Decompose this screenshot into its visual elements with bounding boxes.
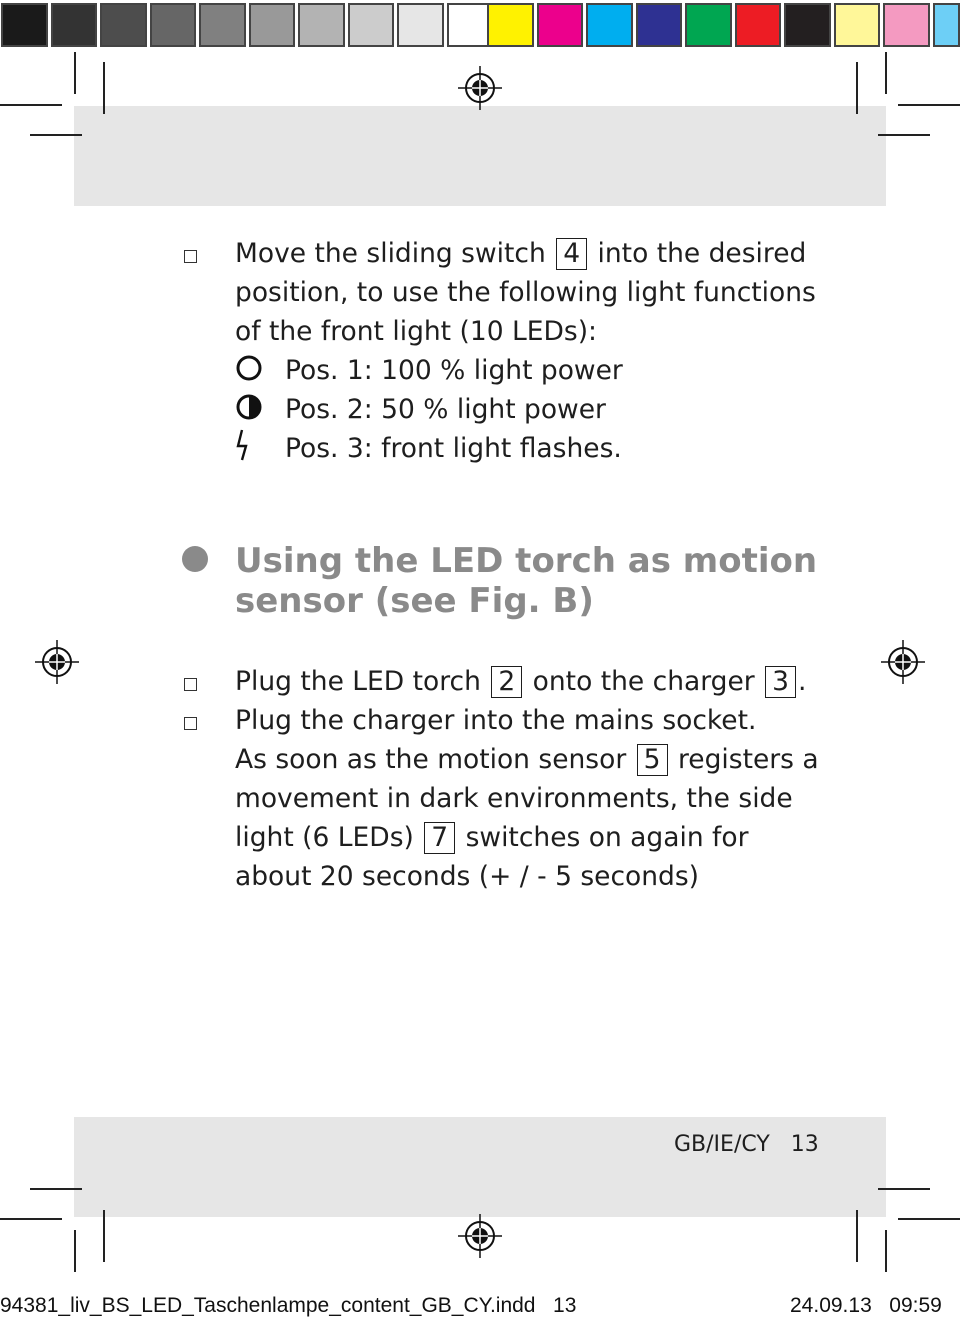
section-heading-line2: sensor (see Fig. B) [235,581,594,621]
step3-text-d: switches on again for [465,822,749,853]
part-ref-box: 4 [556,238,587,270]
crop-mark [878,134,930,136]
step3-text-a: As soon as the motion sensor [235,744,627,775]
step1-line1 [235,234,806,273]
color-swatch [586,3,633,47]
color-swatch [735,3,782,47]
crop-mark [0,1218,62,1220]
color-calibration-bar [0,0,960,52]
half-circle-icon [235,393,263,421]
step3-line1: Plug the charger into the mains socket. [235,705,757,736]
color-swatch [487,3,534,47]
gray-swatch [249,3,296,47]
color-swatch [834,3,881,47]
circle-outline-icon [235,354,263,382]
crop-mark [103,62,105,114]
part-ref-box: 5 [637,744,668,776]
crop-mark [878,1188,930,1190]
step2-text-b: onto the charger [532,666,755,697]
lightning-icon [234,428,254,462]
registration-mark-icon [35,640,79,684]
crop-mark [898,104,960,106]
gray-swatch [397,3,444,47]
gray-swatch [51,3,98,47]
part-ref-box: 3 [765,666,796,698]
crop-mark [885,52,887,94]
mode-3-text: Pos. 3: front light flashes. [285,433,622,464]
gray-swatch [298,3,345,47]
crop-mark [898,1218,960,1220]
step2-line [235,662,806,701]
step1-text-b: into the desired [597,238,807,269]
crop-mark [30,134,82,136]
slug-time: 09:59 [889,1294,942,1317]
slug-file [0,1294,576,1318]
step1-line3: of the front light (10 LEDs): [235,316,597,347]
step2-text-a: Plug the LED torch [235,666,481,697]
mode-2-text: Pos. 2: 50 % light power [285,394,606,425]
step3-line2 [235,740,819,779]
color-swatch [784,3,831,47]
crop-mark [30,1188,82,1190]
step1-line2: position, to use the following light functions [235,277,816,308]
step3-line4 [235,818,748,857]
gray-swatch [348,3,395,47]
gray-swatch [150,3,197,47]
step3-text-c: light (6 LEDs) [235,822,414,853]
step1-text-a: Move the sliding switch [235,238,546,269]
registration-mark-icon [458,66,502,110]
gray-swatch [1,3,48,47]
step-bullet-icon [184,717,197,730]
crop-mark [856,62,858,114]
color-swatch [685,3,732,47]
section-bullet-icon [182,546,208,572]
page-footer [674,1132,819,1157]
part-ref-box: 2 [491,666,522,698]
slug-page: 13 [553,1294,577,1317]
crop-mark [74,52,76,94]
slug-filename: 94381_liv_BS_LED_Taschenlampe_content_GB_CY.indd [0,1294,536,1317]
gray-swatch [199,3,246,47]
crop-mark [0,104,62,106]
step-bullet-icon [184,250,197,263]
region-code: GB/IE/CY [674,1132,770,1157]
part-ref-box: 7 [424,822,455,854]
step3-text-b: registers a [677,744,819,775]
color-swatch [636,3,683,47]
slug-date: 24.09.13 [790,1294,872,1317]
registration-mark-icon [458,1214,502,1258]
crop-mark [103,1210,105,1262]
section-heading-line1: Using the LED torch as motion [235,541,818,581]
color-swatch [883,3,930,47]
header-band [74,106,886,206]
color-swatch [537,3,584,47]
step3-line5: about 20 seconds (+ / - 5 seconds) [235,861,700,892]
crop-mark [74,1230,76,1272]
crop-mark [885,1230,887,1272]
step-bullet-icon [184,678,197,691]
color-swatch [933,3,960,47]
registration-mark-icon [881,640,925,684]
gray-swatch [100,3,147,47]
step3-line3: movement in dark environments, the side [235,783,793,814]
slug-datetime [790,1294,942,1318]
mode-1-text: Pos. 1: 100 % light power [285,355,623,386]
step2-text-c: . [798,666,807,697]
page-number: 13 [790,1132,819,1157]
crop-mark [856,1210,858,1262]
